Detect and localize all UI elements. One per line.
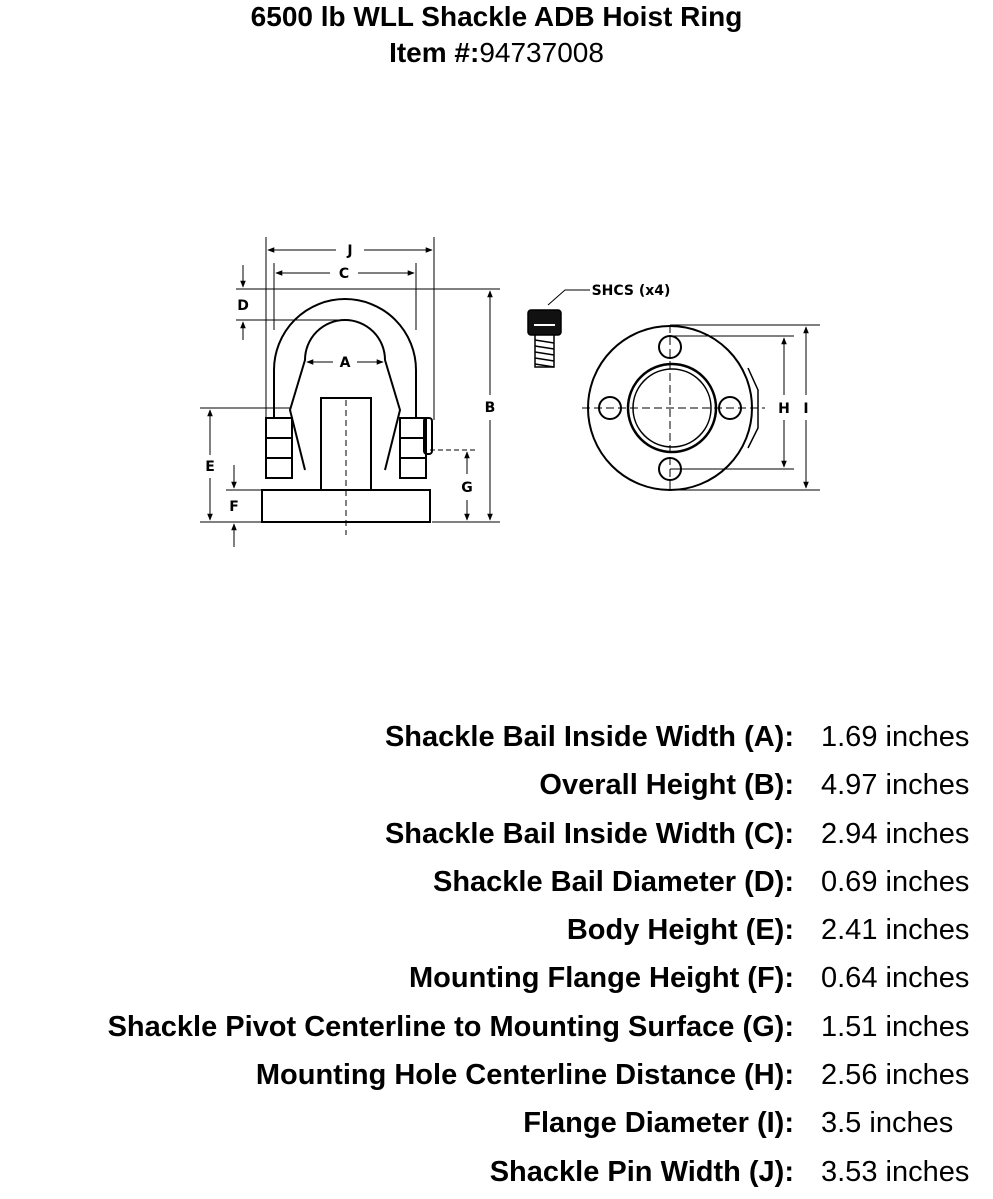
item-number-value: 94737008 xyxy=(479,37,604,68)
left-nut xyxy=(266,418,292,478)
shcs-leader xyxy=(548,290,590,305)
label-a: A xyxy=(339,355,351,371)
spec-value: 2.41 inches xyxy=(821,914,970,947)
label-b: B xyxy=(484,400,496,416)
label-d: D xyxy=(237,298,249,314)
label-h: H xyxy=(778,401,790,417)
spec-table xyxy=(0,716,993,1199)
spec-value: 3.53 inches xyxy=(821,1155,970,1188)
spec-label: Shackle Bail Inside Width (C): xyxy=(384,817,794,850)
side-view xyxy=(262,299,432,535)
spec-value: 0.64 inches xyxy=(821,962,970,995)
spec-label: Body Height (E): xyxy=(566,914,794,947)
spec-row xyxy=(0,716,993,764)
spec-row xyxy=(0,813,993,861)
top-view xyxy=(582,325,765,490)
spec-value: 3.5 inches xyxy=(821,1107,954,1140)
spec-row xyxy=(0,1054,993,1102)
label-f: F xyxy=(229,499,239,515)
right-nut xyxy=(400,418,426,478)
spec-row xyxy=(0,764,993,812)
spec-value: 2.56 inches xyxy=(821,1059,970,1092)
spec-row xyxy=(0,1102,993,1150)
label-shcs: SHCS (x4) xyxy=(591,283,671,299)
spec-value: 1.51 inches xyxy=(821,1010,970,1043)
spec-label: Shackle Pivot Centerline to Mounting Surface (G): xyxy=(107,1010,794,1043)
spec-label: Mounting Hole Centerline Distance (H): xyxy=(255,1059,794,1092)
spec-label: Flange Diameter (I): xyxy=(523,1107,794,1140)
label-g: G xyxy=(461,480,473,496)
spec-row xyxy=(0,1006,993,1054)
spec-value: 2.94 inches xyxy=(821,817,970,850)
spec-label: Shackle Bail Inside Width (A): xyxy=(384,721,794,753)
spec-row xyxy=(0,861,993,909)
item-number-label: Item #: xyxy=(389,37,480,68)
spec-label: Shackle Pin Width (J): xyxy=(489,1155,794,1188)
label-c: C xyxy=(338,266,350,282)
spec-row xyxy=(0,909,993,957)
spec-label: Mounting Flange Height (F): xyxy=(409,962,794,995)
spec-label: Shackle Bail Diameter (D): xyxy=(432,865,794,898)
spec-value: 0.69 inches xyxy=(821,865,970,898)
product-title: 6500 lb WLL Shackle ADB Hoist Ring xyxy=(250,1,743,32)
screw-head xyxy=(528,310,561,335)
spec-value: 1.69 inches xyxy=(821,721,970,753)
spec-value: 4.97 inches xyxy=(821,769,970,802)
spec-row xyxy=(0,957,993,1005)
screw-view xyxy=(528,290,590,367)
label-j: J xyxy=(347,243,353,259)
label-i: I xyxy=(803,401,809,417)
spec-row xyxy=(0,1151,993,1199)
spec-label: Overall Height (B): xyxy=(539,769,794,802)
label-e: E xyxy=(205,459,215,475)
